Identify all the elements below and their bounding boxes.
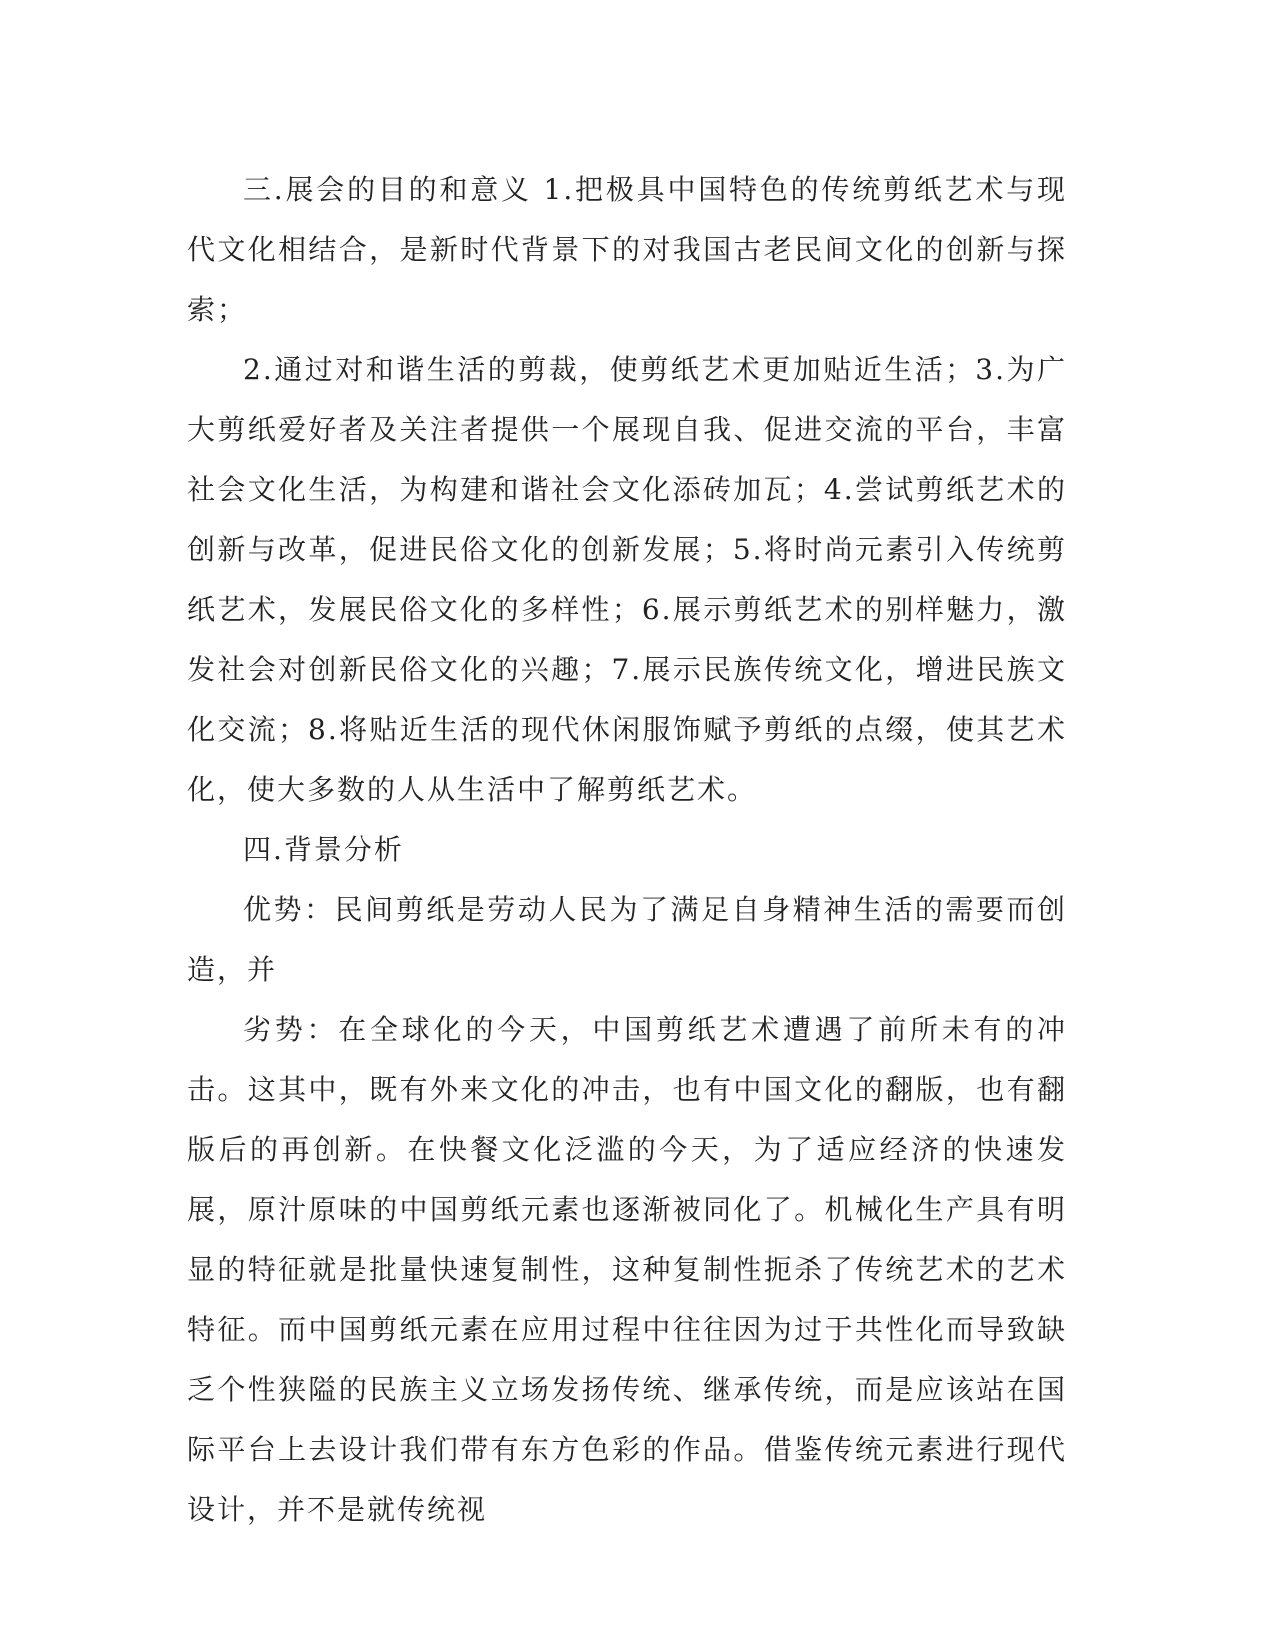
paragraph-exhibition-purpose-list: 2.通过对和谐生活的剪裁，使剪纸艺术更加贴近生活；3.为广大剪纸爱好者及关注者提供一个展现自我、促进交流的平台，丰富社会文化生活，为构建和谐社会文化添砖加瓦；4.尝试剪纸艺术的创新与改革，促进民俗文化的创新发展；5.将时尚元素引入传统剪纸艺术，发展民俗文化的多样性；6.展示剪纸艺术的别样魅力，激发社会对创新民俗文化的兴趣；7.展示民族传统文化，增进民族文化交流；8.将贴近生活的现代休闲服饰赋予剪纸的点缀，使其艺术化，使大多数的人从生活中了解剪纸艺术。 bbox=[187, 353, 1067, 806]
section-heading-background-analysis: 四.背景分析 bbox=[243, 833, 404, 866]
document-body bbox=[187, 160, 1067, 1540]
paragraph-advantages: 优势：民间剪纸是劳动人民为了满足自身精神生活的需要而创造，并 bbox=[187, 893, 1067, 986]
paragraph-exhibition-purpose-intro: 三.展会的目的和意义 1.把极具中国特色的传统剪纸艺术与现代文化相结合，是新时代背景下的对我国古老民间文化的创新与探索； bbox=[187, 173, 1067, 326]
paragraph-disadvantages: 劣势：在全球化的今天，中国剪纸艺术遭遇了前所未有的冲击。这其中，既有外来文化的冲击，也有中国文化的翻版，也有翻版后的再创新。在快餐文化泛滥的今天，为了适应经济的快速发展，原汁原味的中国剪纸元素也逐渐被同化了。机械化生产具有明显的特征就是批量快速复制性，这种复制性扼杀了传统艺术的艺术特征。而中国剪纸元素在应用过程中往往因为过于共性化而导致缺乏个性狭隘的民族主义立场发扬传统、继承传统，而是应该站在国际平台上去设计我们带有东方色彩的作品。借鉴传统元素进行现代设计，并不是就传统视 bbox=[187, 1013, 1067, 1526]
